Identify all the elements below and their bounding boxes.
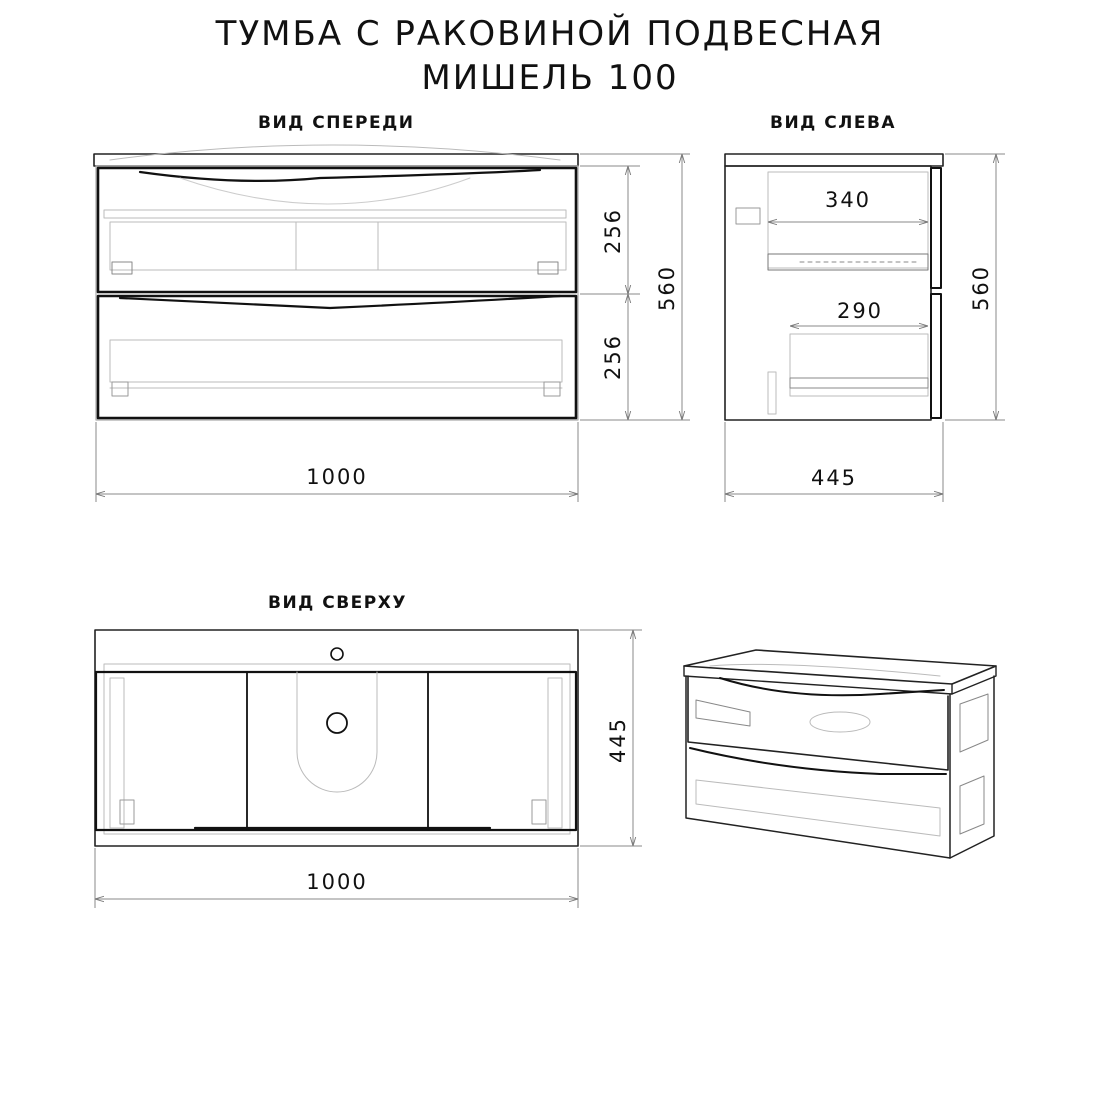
- side-depth-dim: 445: [810, 466, 858, 490]
- iso-body: [686, 676, 950, 858]
- top-view: [95, 630, 578, 846]
- front-height-dim: 560: [655, 264, 679, 312]
- side-upper-drawer-depth-dim: 340: [824, 188, 872, 212]
- front-width-dim: 1000: [306, 465, 368, 489]
- front-view-label: ВИД СПЕРЕДИ: [258, 113, 415, 133]
- iso-lower-handle: [690, 748, 946, 774]
- top-width-dim: 1000: [306, 870, 368, 894]
- front-upper-drawer: [98, 168, 576, 292]
- side-sink-slab: [725, 154, 943, 166]
- side-lower-drawer-front: [931, 294, 941, 418]
- side-lower-drawer-depth-dim: 290: [836, 299, 884, 323]
- front-dimensions: [96, 154, 690, 502]
- front-view: [94, 145, 578, 420]
- front-lower-drawer: [98, 296, 576, 418]
- side-height-dim: 560: [969, 264, 993, 312]
- tap-hole-icon: [331, 648, 343, 660]
- drawing-title-line1: ТУМБА С РАКОВИНОЙ ПОДВЕСНАЯ: [215, 14, 885, 54]
- front-lower-handle: [120, 296, 560, 308]
- front-lower-drawer-dim: 256: [601, 333, 625, 381]
- side-upper-drawer-front: [931, 168, 941, 288]
- left-view-label: ВИД СЛЕВА: [770, 113, 897, 133]
- drawing-title-line2: МИШЕЛЬ 100: [421, 58, 679, 98]
- front-upper-handle: [140, 170, 540, 181]
- sink-bowl-outline: [297, 672, 377, 792]
- front-upper-drawer-dim: 256: [601, 207, 625, 255]
- top-drawer-area: [96, 672, 576, 830]
- top-outline: [95, 630, 578, 846]
- front-sink-slab: [94, 154, 578, 166]
- top-view-label: ВИД СВЕРХУ: [268, 593, 407, 613]
- drain-hole-icon: [327, 713, 347, 733]
- top-depth-dim: 445: [606, 716, 630, 764]
- isometric-view: [684, 650, 996, 858]
